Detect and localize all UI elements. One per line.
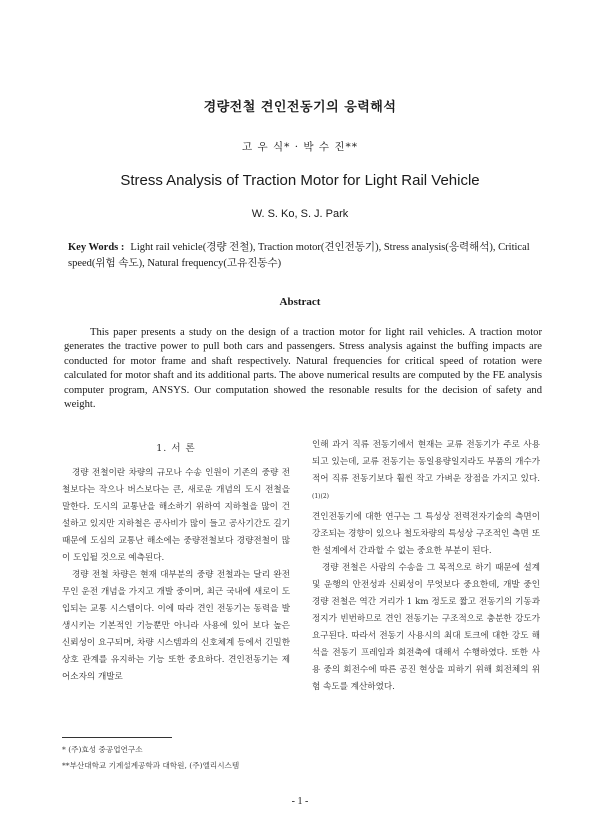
footnote: * (주)효성 중공업연구소: [62, 745, 143, 754]
authors-korean: 고 우 식* · 박 수 진**: [242, 141, 358, 153]
section-heading: 1. 서 론: [156, 443, 196, 454]
page-number: - 1 -: [291, 796, 309, 807]
body-paragraph: [312, 437, 540, 509]
authors-english: W. S. Ko, S. J. Park: [251, 208, 349, 220]
paper-title-english: Stress Analysis of Traction Motor for Light Rail Vehicle: [120, 172, 480, 189]
footnote: **부산대학교 기계설계공학과 대학원, (주)엘리시스템: [62, 761, 240, 770]
keywords-text: Light rail vehicle(경량 전철), Traction motor(견인전동기), Stress analysis(응력해석), Critical speed(위험 속도), Natural frequency(고유진동수): [68, 242, 530, 269]
abstract-heading: Abstract: [279, 296, 321, 308]
body-paragraph: 경량 전철은 사람의 수송을 그 목적으로 하기 때문에 설계 및 운행의 안전성과 신뢰성이 무엇보다 중요한데, 개발 중인 경량 전철은 역간 거리가 1 km 정도로 짧고 전동기의 기동과 정지가 빈번하므로 견인 전동기는 구조적으로 충분한 강도가 요구된다. 따라서 전동기 사용시의 최대 토크에 대한 강도 해석을 전동기 프레임과 회전축에 대해서 수행하였다. 또한 사용 중의 회전수에 따른 공진 현상을 피하기 위해 회전체의 위험 속도를 계산하였다.: [312, 562, 540, 692]
body-paragraph: 경량 전철이란 차량의 규모나 수송 인원이 기존의 중량 전철보다는 작으나 버스보다는 큰, 새로운 개념의 도시 전철을 말한다. 도시의 교통난을 해소하기 위하여 지하철을 많이 건설하고 있지만 지하철은 공사비가 많이 들고 공사기간도 길기 때문에 도심의 교통난 해소에는 중량전철보다 경량전철이 많이 도입될 것으로 예측된다.: [62, 468, 290, 563]
body-paragraph-text: 인해 과거 직류 전동기에서 현재는 교류 전동기가 주로 사용되고 있는데, 교류 전동기는 동일용량일지라도 부품의 개수가 적어 직류 전동기보다 훨씬 작고 가벼운 장점을 가지고 있다.: [312, 440, 540, 484]
keywords: [68, 240, 538, 272]
reference-marker: (1)(2): [312, 493, 329, 500]
body-paragraph: 견인전동기에 대한 연구는 그 특성상 전력전자기술의 측면이 강조되는 경향이 있으나 철도차량의 특성상 구조적인 측면 또한 설계에서 간과할 수 없는 중요한 부분이 된다.: [312, 511, 540, 556]
body-column-left: [62, 440, 290, 686]
body-paragraph: 경량 전철 차량은 현재 대부분의 중량 전철과는 달리 완전 무인 운전 개념을 가지고 개발 중이며, 최근 국내에 새로이 도입되는 교통 시스템이다. 이에 따라 견인 전동기는 동력을 발생시키는 기본적인 기능뿐만 아니라 사용에 있어 보다 높은 신뢰성이 요구되며, 차량 시스템과의 신호체계 등에서 긴밀한 상호 관계를 유지하는 기능 또한 중요하다. 견인전동기는 제어소자의 개발로: [62, 570, 290, 682]
paper-title-korean: 경량전철 견인전동기의 응력해석: [203, 100, 397, 115]
footnotes: [62, 742, 302, 774]
abstract-body: [64, 326, 542, 412]
footnote-divider: [62, 737, 172, 738]
keywords-label: Key Words :: [68, 242, 125, 253]
body-column-right: [312, 437, 540, 696]
abstract-text: This paper presents a study on the design of a traction motor for light rail vehicles. A traction motor generates the tractive power to pull both cars and passengers. Stress analysis against the buffing impacts are conducted for motor frame and shaft respectively. Natural frequencies for critical speed of rotation were calculated for motor shaft and its additional parts. The above numerical results are computed by the FE analysis computer program, ANSYS. Our computation showed the resonable results for the decision of safety and weight.: [64, 327, 542, 411]
